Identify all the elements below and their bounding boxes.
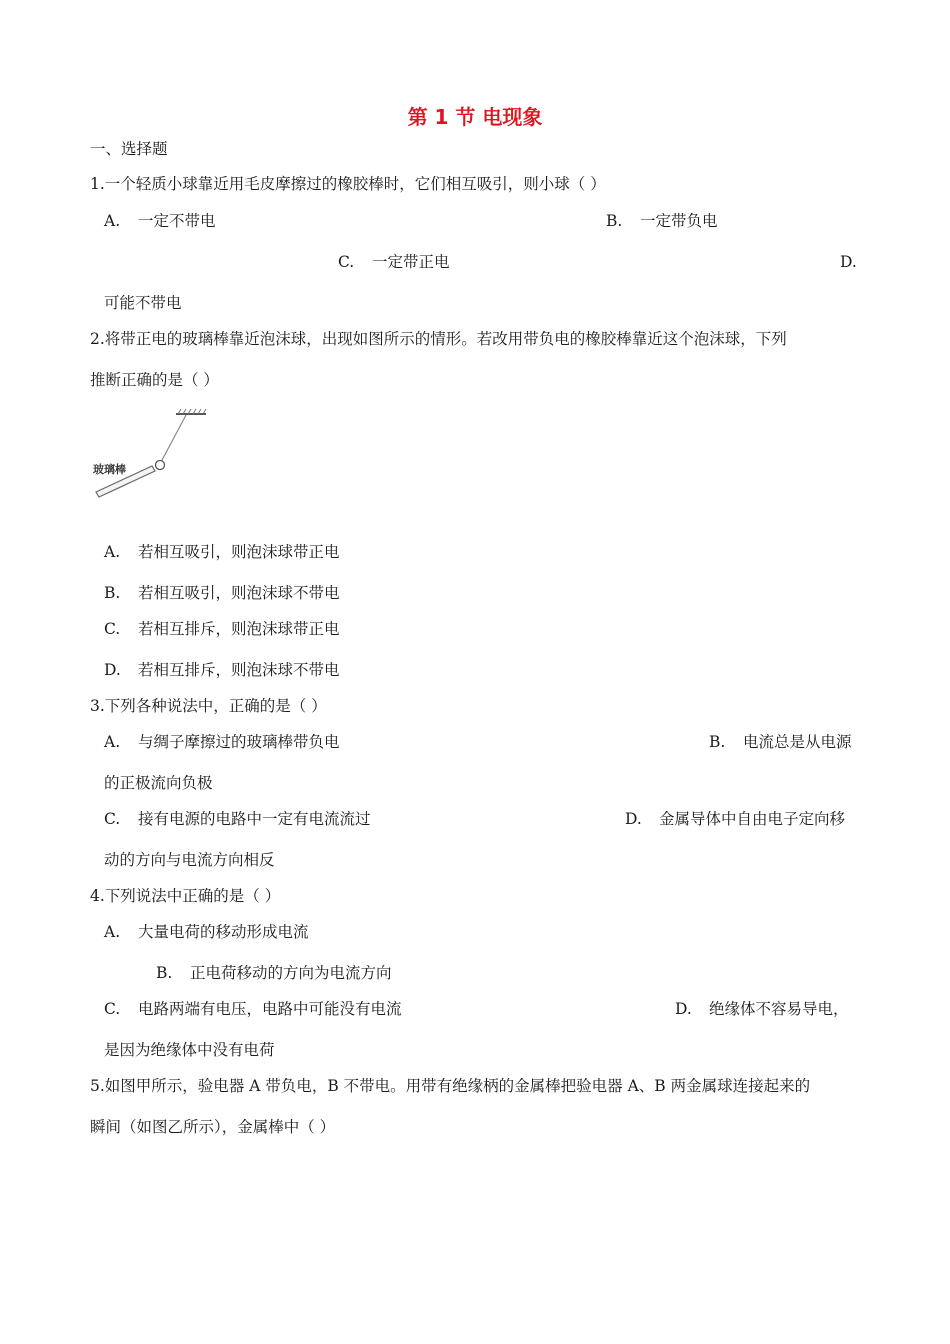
option-letter: D. — [675, 1000, 692, 1018]
question-stem: 2.将带正电的玻璃棒靠近泡沫球，出现如图所示的情形。若改用带负电的橡胶棒靠近这个泡沫球，下列 — [90, 330, 787, 348]
option-letter: C. — [104, 810, 121, 828]
option-d[interactable] — [104, 660, 340, 680]
option-a[interactable] — [104, 732, 340, 752]
option-text: 电路两端有电压，电路中可能没有电流 — [138, 1000, 402, 1018]
option-text: 若相互排斥，则泡沫球不带电 — [138, 661, 340, 679]
option-b[interactable] — [606, 211, 718, 231]
option-a[interactable] — [104, 542, 340, 562]
option-c[interactable] — [104, 999, 402, 1019]
option-letter: A. — [104, 212, 121, 230]
option-a[interactable] — [104, 211, 216, 231]
option-text: 若相互吸引，则泡沫球带正电 — [138, 543, 340, 561]
pendulum-figure — [90, 408, 220, 503]
option-c[interactable] — [338, 252, 450, 272]
question-stem: 4.下列说法中正确的是（ ） — [90, 887, 281, 905]
question-stem-cont: 推断正确的是（ ） — [90, 371, 219, 389]
option-text: 大量电荷的移动形成电流 — [138, 923, 309, 941]
option-letter: B. — [709, 733, 726, 751]
option-letter: A. — [104, 543, 121, 561]
option-letter: C. — [104, 620, 121, 638]
option-letter: C. — [104, 1000, 121, 1018]
option-c[interactable] — [104, 809, 371, 829]
option-letter: B. — [104, 584, 121, 602]
option-c[interactable] — [104, 619, 340, 639]
option-text: 接有电源的电路中一定有电流流过 — [138, 810, 371, 828]
question-stem: 3.下列各种说法中，正确的是（ ） — [90, 697, 327, 715]
question-stem: 1.一个轻质小球靠近用毛皮摩擦过的橡胶棒时，它们相互吸引，则小球（ ） — [90, 175, 606, 193]
option-text-cont: 是因为绝缘体中没有电荷 — [104, 1041, 275, 1059]
option-text: 若相互吸引，则泡沫球不带电 — [138, 584, 340, 602]
figure-label: 玻璃棒 — [93, 463, 126, 476]
option-text-cont: 的正极流向负极 — [104, 774, 213, 792]
question-stem: 5.如图甲所示，验电器 A 带负电，B 不带电。用带有绝缘柄的金属棒把验电器 A、B 两金属球连接起来的 — [90, 1077, 811, 1095]
option-letter: C. — [338, 253, 355, 271]
option-letter: D. — [104, 661, 121, 679]
option-a[interactable] — [104, 922, 309, 942]
option-letter: A. — [104, 923, 121, 941]
option-text: 与绸子摩擦过的玻璃棒带负电 — [138, 733, 340, 751]
option-letter: B. — [156, 964, 173, 982]
option-letter: D. — [625, 810, 642, 828]
option-text-cont: 动的方向与电流方向相反 — [104, 851, 275, 869]
option-text: 若相互排斥，则泡沫球带正电 — [138, 620, 340, 638]
option-text: 电流总是从电源 — [743, 733, 852, 751]
option-text: 绝缘体不容易导电， — [709, 1000, 849, 1018]
option-text: 正电荷移动的方向为电流方向 — [190, 964, 392, 982]
option-b[interactable] — [156, 963, 392, 983]
pendulum-diagram — [90, 408, 220, 503]
page-title: 第 1 节 电现象 — [407, 105, 543, 129]
option-letter: D. — [840, 253, 857, 271]
option-text: 一定带正电 — [372, 253, 450, 271]
option-text: 一定带负电 — [640, 212, 718, 230]
option-text: 可能不带电 — [104, 294, 182, 312]
option-text: 金属导体中自由电子定向移 — [659, 810, 846, 828]
option-b[interactable] — [104, 583, 340, 603]
section-heading: 一、选择题 — [90, 140, 168, 158]
question-stem-cont: 瞬间（如图乙所示），金属棒中（ ） — [90, 1118, 336, 1136]
option-letter: B. — [606, 212, 623, 230]
option-text: 一定不带电 — [138, 212, 216, 230]
option-letter: A. — [104, 733, 121, 751]
